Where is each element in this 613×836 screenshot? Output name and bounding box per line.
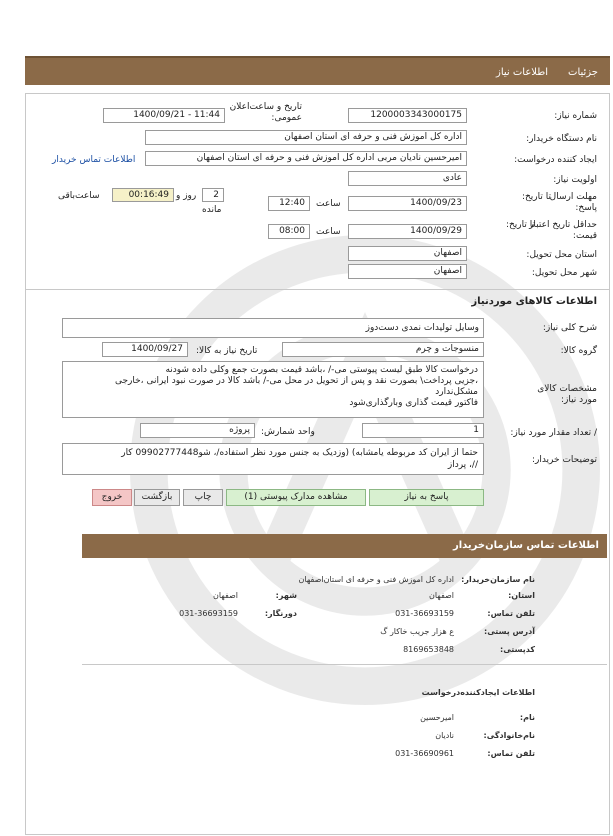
city-label: شهر:	[275, 591, 297, 600]
buyer-notes-label: توضیحات خریدار:	[531, 455, 597, 465]
reply-date-field: 1400/09/23	[348, 196, 467, 211]
creator-phone-value: 031-36690961	[395, 749, 454, 758]
requester-field: امیرحسین نادیان مربی اداره کل اموزش فنی و حرفه ای استان اصفهان	[145, 151, 467, 166]
need-number-field: 1200003343000175	[348, 108, 467, 123]
until-date-label: تا تاریخ:	[521, 192, 551, 202]
notes-line: //، پرداز	[447, 460, 478, 470]
price-validity-label: حداقل تاریخ اعتبار قیمت:	[529, 220, 597, 241]
qty-field: 1	[362, 423, 484, 438]
reply-time-label: ساعت	[316, 199, 341, 209]
last-name-label: نام‌خانوادگی:	[483, 731, 535, 740]
delivery-city-label: شهر محل تحویل:	[531, 268, 597, 278]
unit-field: پروژه	[140, 423, 255, 438]
general-desc-field: وسایل تولیدات نمدی دست‌دوز	[62, 318, 484, 338]
contact-band: اطلاعات تماس سازمان‌خریدار	[82, 534, 607, 558]
qty-label: / تعداد مقدار مورد نیاز:	[510, 428, 597, 438]
creator-title: اطلاعات ایجادکننده‌درخواست	[421, 688, 535, 697]
goods-group-field: منسوجات و چرم	[282, 342, 484, 357]
view-attachments-button[interactable]: مشاهده مدارک پیوستی (1)	[226, 489, 366, 506]
first-name-value: امیرحسین	[420, 713, 454, 722]
org-name-value: اداره کل اموزش فنی و حرفه ای استان‌اصفهان	[298, 575, 454, 584]
spec-line: مشکل‌ندارد	[435, 387, 478, 397]
spec-line: فاکتور قیمت گذاری وبارگذاری‌شود	[349, 398, 478, 408]
buyer-notes-field	[62, 443, 484, 475]
unit-label: واحد شمارش:	[261, 427, 315, 437]
divider	[26, 289, 609, 290]
spec-field	[62, 361, 484, 418]
announce-field: 1400/09/21 - 11:44	[103, 108, 225, 123]
need-date-field: 1400/09/27	[102, 342, 188, 357]
phone-label: تلفن تماس:	[487, 609, 535, 618]
notes-line: حتما از ایران کد مربوطه یامشابه) (وزدیک به جنس مورد نظر استفاده/، شو09902777448 کار	[121, 448, 478, 458]
tab-details[interactable]: جزئیات	[568, 67, 598, 78]
fax-label: دورنگار:	[264, 609, 297, 618]
price-time-label: ساعت	[316, 227, 341, 237]
address-value: ع هزار جریب خاکار گ	[380, 627, 454, 636]
top-tab-bar	[25, 56, 610, 85]
need-date-label: تاریخ نیاز به کالا:	[196, 346, 258, 356]
delivery-province-label: استان محل تحویل:	[526, 250, 597, 260]
remaining-label: ساعت‌باقی	[58, 191, 100, 201]
goods-group-label: گروه کالا:	[560, 346, 597, 356]
print-button[interactable]: چاپ	[183, 489, 223, 506]
back-button[interactable]: بازگشت	[134, 489, 180, 506]
price-date-field: 1400/09/29	[348, 224, 467, 239]
city-value: اصفهان	[212, 591, 238, 600]
buyer-org-field: اداره کل اموزش فنی و حرفه ای استان اصفهان	[145, 130, 467, 145]
tab-need-info[interactable]: اطلاعات نیاز	[496, 67, 548, 78]
reply-button[interactable]: پاسخ به نیاز	[369, 489, 484, 506]
delivery-city-field: اصفهان	[348, 264, 467, 279]
fax-value: 031-36693159	[179, 609, 238, 618]
org-name-label: نام سازمان‌خریدار:	[461, 575, 535, 584]
goods-section-title: اطلاعات کالاهای موردنیاز	[471, 296, 597, 307]
phone-value: 031-36693159	[395, 609, 454, 618]
delivery-province-field: اصفهان	[348, 246, 467, 261]
creator-phone-label: تلفن تماس:	[487, 749, 535, 758]
remaining-suffix: مانده	[202, 205, 222, 215]
priority-field: عادی	[348, 171, 467, 186]
price-until-label: تا تاریخ:	[505, 220, 535, 230]
spec-line: درخواست کالا طبق لیست پیوستی می-/ ،باشد قیمت بصورت جمع وکلی داده شودنه	[165, 365, 478, 375]
days-field: 2	[202, 188, 224, 202]
province-value: اصفهان	[428, 591, 454, 600]
first-name-label: نام:	[519, 713, 535, 722]
exit-button[interactable]: خروج	[92, 489, 132, 506]
postal-value: 8169653848	[403, 645, 454, 654]
reply-deadline-label: مهلت ارسال پاسخ:	[549, 192, 597, 213]
general-desc-label: شرح کلی نیاز:	[542, 323, 597, 333]
priority-label: اولویت نیاز:	[553, 175, 597, 185]
address-label: آدرس پستی:	[484, 627, 535, 636]
province-label: استان:	[508, 591, 535, 600]
days-label: روز و	[176, 191, 197, 201]
remaining-time-field: 00:16:49	[112, 188, 174, 202]
reply-time-field: 12:40	[268, 196, 310, 211]
spec-label: مشخصات کالای مورد نیاز:	[537, 384, 597, 405]
buyer-org-label: نام دستگاه خریدار:	[526, 134, 597, 144]
requester-label: ایجاد کننده درخواست:	[514, 155, 597, 165]
buyer-contact-link[interactable]: اطلاعات تماس خریدار	[52, 155, 136, 165]
contact-divider	[82, 664, 607, 665]
price-time-field: 08:00	[268, 224, 310, 239]
need-number-label: شماره نیاز:	[554, 111, 597, 121]
postal-label: کدپستی:	[500, 645, 535, 654]
last-name-value: نادیان	[435, 731, 454, 740]
spec-line: ،جزیی پرداخت\ بصورت نقد و پس از تحویل در محل می-/ باشد کالا در صورت نبود ایرانی ،خارجی	[114, 376, 478, 386]
announce-label: تاریخ و ساعت‌اعلان عمومی:	[229, 102, 302, 123]
